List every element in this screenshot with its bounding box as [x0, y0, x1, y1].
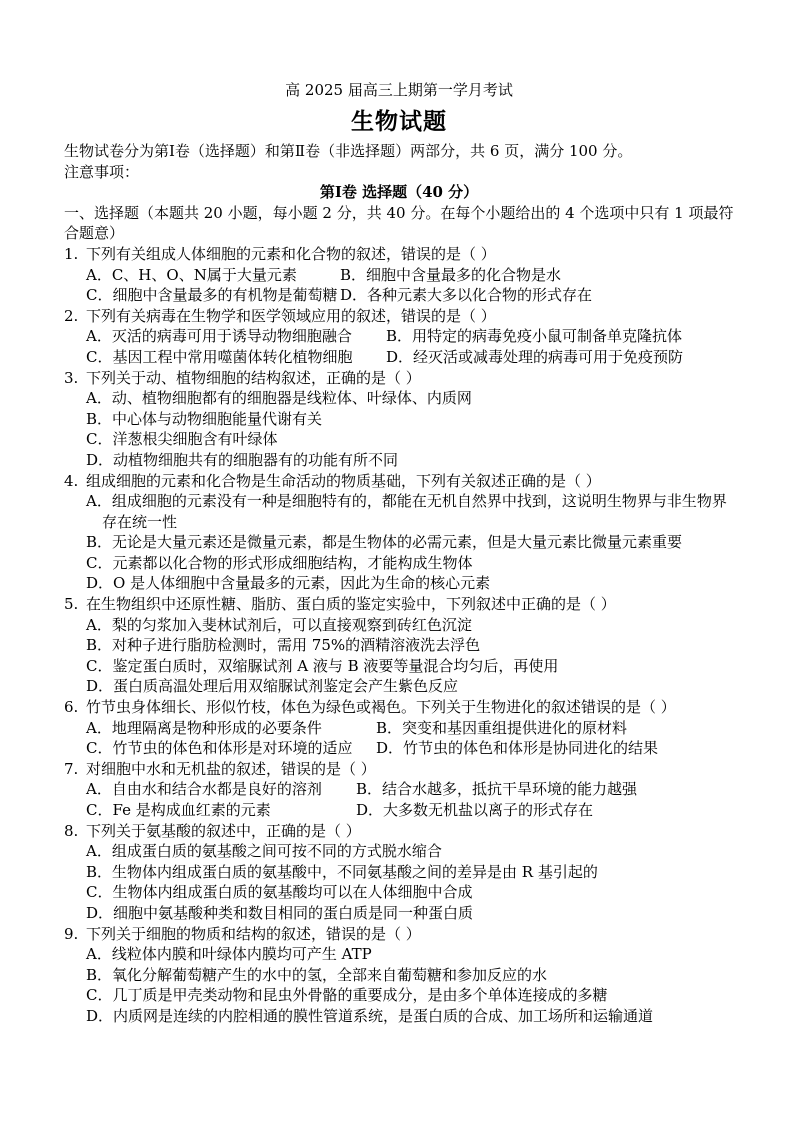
option-a: A．组成细胞的元素没有一种是细胞特有的，都能在无机自然界中找到，这说明生物界与非生物界存在统一性: [86, 492, 727, 531]
option-a: A．动、植物细胞都有的细胞器是线粒体、叶绿体、内质网: [86, 389, 472, 408]
question-stem: 下列关于细胞的物质和结构的叙述，错误的是（ ）: [86, 924, 421, 943]
option-b: B．无论是大量元素还是微量元素，都是生物体的必需元素，但是大量元素比微量元素重要: [86, 533, 683, 552]
option-c: C．基因工程中常用噬菌体转化植物细胞: [86, 347, 353, 366]
option-c: C．细胞中含量最多的有机物是葡萄糖: [86, 286, 338, 305]
option-a: A．组成蛋白质的氨基酸之间可按不同的方式脱水缩合: [86, 842, 442, 861]
section-instructions: 一、选择题（本题共 20 小题，每小题 2 分，共 40 分。在每个小题给出的 4 个选项中只有 1 项最符合题意）: [64, 203, 734, 243]
option-a: A．C、H、O、N属于大量元素: [86, 265, 297, 284]
option-d: D．细胞中氨基酸种类和数目相同的蛋白质是同一种蛋白质: [86, 903, 474, 922]
option-b: B．突变和基因重组提供进化的原材料: [376, 718, 628, 737]
option-b: B．生物体内组成蛋白质的氨基酸中，不同氨基酸之间的差异是由 R 基引起的: [86, 862, 598, 881]
option-c: C．元素都以化合物的形式形成细胞结构，才能构成生物体: [86, 553, 473, 572]
question: [64, 821, 734, 924]
question-number: 1.: [64, 244, 79, 263]
question: [64, 244, 734, 306]
question: [64, 594, 734, 697]
question: [64, 368, 734, 471]
question-number: 4.: [64, 471, 79, 490]
option-b: B．氧化分解葡萄糖产生的水中的氢，全部来自葡萄糖和参加反应的水: [86, 965, 548, 984]
question: [64, 759, 734, 821]
question-number: 7.: [64, 759, 79, 778]
question-number: 8.: [64, 821, 79, 840]
option-b: B．细胞中含量最多的化合物是水: [340, 265, 562, 284]
option-b: B．用特定的病毒免疫小鼠可制备单克隆抗体: [386, 327, 683, 346]
question-stem: 下列关于氨基酸的叙述中，正确的是（ ）: [86, 821, 361, 840]
option-d: D．蛋白质高温处理后用双缩脲试剂鉴定会产生紫色反应: [86, 677, 459, 696]
question-stem: 下列关于动、植物细胞的结构叙述，正确的是（ ）: [86, 368, 421, 387]
question-number: 9.: [64, 924, 79, 943]
notice-heading: 注意事项：: [64, 162, 140, 181]
option-d: D．大多数无机盐以离子的形式存在: [356, 801, 594, 819]
option-c: C．洋葱根尖细胞含有叶绿体: [86, 430, 278, 449]
section-heading: 第Ⅰ卷 选择题（40 分）: [319, 183, 479, 202]
exam-title: 生物试题: [351, 108, 447, 135]
option-a: A．灭活的病毒可用于诱导动物细胞融合: [86, 327, 352, 346]
question-number: 3.: [64, 368, 79, 387]
option-d: D．各种元素大多以化合物的形式存在: [340, 286, 593, 305]
question-number: 6.: [64, 698, 79, 717]
option-c: C．竹节虫的体色和体形是对环境的适应: [86, 739, 353, 758]
option-d: D．竹节虫的体色和体形是协同进化的结果: [376, 739, 659, 758]
option-d: D．内质网是连续的内腔相通的膜性管道系统，是蛋白质的合成、加工场所和运输通道: [86, 1006, 654, 1025]
option-c: C．生物体内组成蛋白质的氨基酸均可以在人体细胞中合成: [86, 883, 473, 902]
option-d: D．O 是人体细胞中含量最多的元素，因此为生命的核心元素: [86, 574, 491, 593]
option-d: D．动植物细胞共有的细胞器有的功能有所不同: [86, 450, 399, 469]
option-b: B．结合水越多，抵抗干旱环境的能力越强: [356, 780, 638, 799]
option-c: C．几丁质是甲壳类动物和昆虫外骨骼的重要成分，是由多个单体连接成的多糖: [86, 986, 608, 1005]
question-stem: 组成细胞的元素和化合物是生命活动的物质基础，下列有关叙述正确的是（ ）: [86, 471, 601, 490]
question-number: 2.: [64, 306, 79, 325]
question: [64, 697, 734, 759]
question: [64, 924, 734, 1027]
question-stem: 下列有关组成人体细胞的元素和化合物的叙述，错误的是（ ）: [86, 244, 496, 263]
option-b: B．对种子进行脂肪检测时，需用 75%的酒精溶液洗去浮色: [86, 636, 481, 655]
option-a: A．梨的匀浆加入斐林试剂后，可以直接观察到砖红色沉淀: [86, 615, 472, 634]
question-stem: 下列有关病毒在生物学和医学领域应用的叙述，错误的是（ ）: [86, 306, 496, 325]
option-b: B．中心体与动物细胞能量代谢有关: [86, 409, 323, 428]
question-number: 5.: [64, 595, 79, 614]
option-a: A．地理隔离是物种形成的必要条件: [86, 718, 322, 737]
question: [64, 471, 734, 595]
option-c: C．鉴定蛋白质时，双缩脲试剂 A 液与 B 液要等量混合均匀后，再使用: [86, 656, 559, 675]
page-content: [64, 80, 734, 1027]
option-a: A．自由水和结合水都是良好的溶剂: [86, 780, 322, 799]
option-d: D．经灭活或减毒处理的病毒可用于免疫预防: [386, 347, 684, 366]
question-stem: 对细胞中水和无机盐的叙述，错误的是（ ）: [86, 759, 376, 778]
question-stem: 在生物组织中还原性糖、脂肪、蛋白质的鉴定实验中，下列叙述中正确的是（ ）: [86, 595, 616, 614]
question-stem: 竹节虫身体细长、形似竹枝，体色为绿色或褐色。下列关于生物进化的叙述错误的是（ ）: [86, 698, 676, 717]
question: [64, 306, 734, 368]
option-a: A．线粒体内膜和叶绿体内膜均可产生 ATP: [86, 945, 372, 964]
exam-intro: 生物试卷分为第Ⅰ卷（选择题）和第Ⅱ卷（非选择题）两部分，共 6 页，满分 100 分。: [64, 142, 633, 160]
exam-subtitle: 高 2025 届高三上期第一学月考试: [285, 81, 513, 99]
option-c: C．Fe 是构成血红素的元素: [86, 801, 271, 819]
